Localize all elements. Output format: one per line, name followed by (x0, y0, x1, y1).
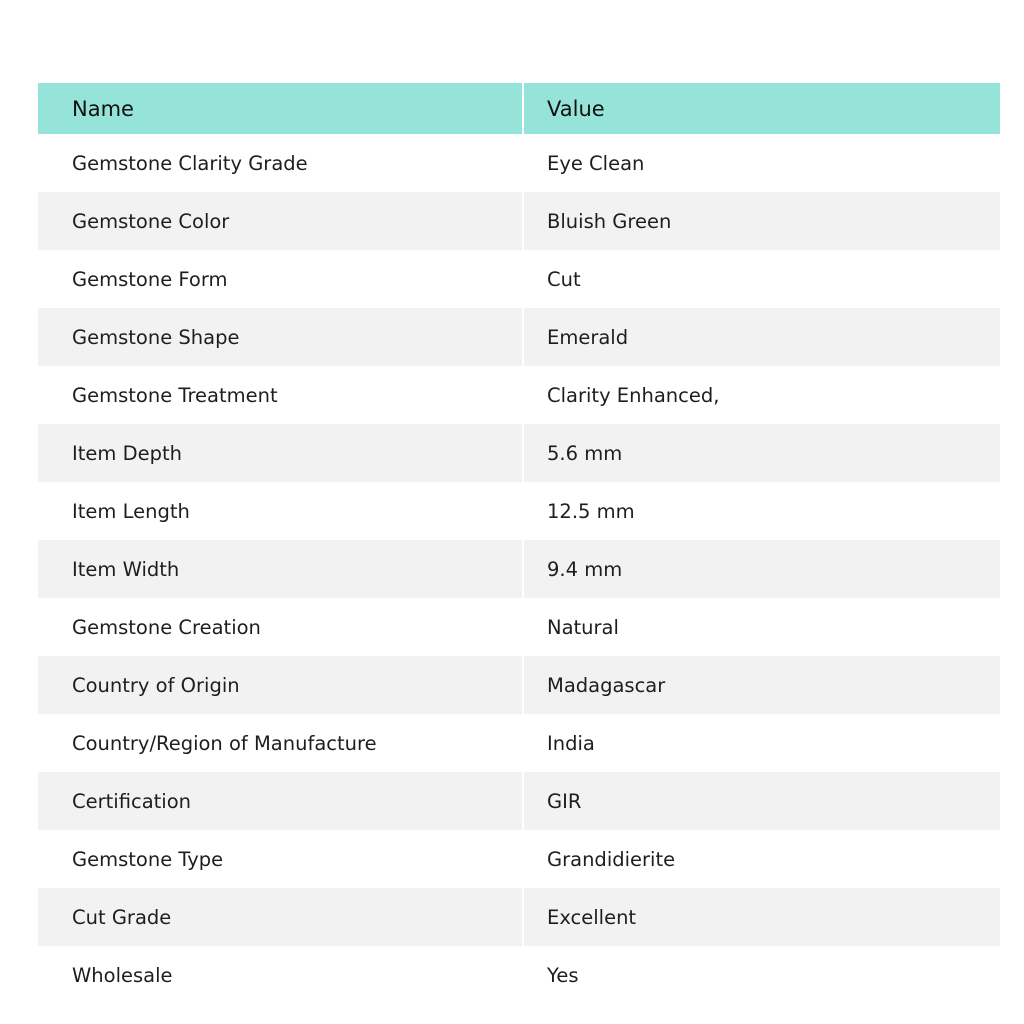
table-row (38, 250, 1000, 308)
row-name-cell: Cut Grade (38, 888, 523, 946)
column-header-value: Value (547, 96, 605, 121)
row-name-cell: Gemstone Creation (38, 598, 523, 656)
row-value-cell: Excellent (547, 905, 637, 929)
row-name-cell: Gemstone Color (38, 192, 523, 250)
row-name-cell: Gemstone Shape (38, 308, 523, 366)
row-value-cell: Cut (547, 267, 581, 291)
table-row (38, 134, 1000, 192)
row-value-cell: Yes (547, 963, 579, 987)
row-value-cell: Clarity Enhanced, (547, 383, 720, 407)
row-name-cell: Gemstone Treatment (38, 366, 523, 424)
row-value-cell: Madagascar (547, 673, 666, 697)
row-name-cell: Gemstone Form (38, 250, 523, 308)
table-row (38, 192, 1000, 250)
table-row (38, 482, 1000, 540)
table-row (38, 308, 1000, 366)
row-value-cell: 9.4 mm (547, 557, 623, 581)
table-row (38, 830, 1000, 888)
row-name-cell: Gemstone Clarity Grade (38, 134, 523, 192)
table-row (38, 598, 1000, 656)
row-value-cell: 12.5 mm (547, 499, 635, 523)
row-name-cell: Item Length (38, 482, 523, 540)
table-row (38, 424, 1000, 482)
table-body (38, 134, 1000, 1004)
specifications-table (38, 83, 1000, 1004)
row-value-cell: GIR (547, 789, 582, 813)
row-name-cell: Country of Origin (38, 656, 523, 714)
row-value-cell: Bluish Green (547, 209, 672, 233)
table-row (38, 656, 1000, 714)
row-name-cell: Item Depth (38, 424, 523, 482)
row-value-cell: Grandidierite (547, 847, 676, 871)
row-name-cell: Country/Region of Manufacture (38, 714, 523, 772)
table-row (38, 540, 1000, 598)
row-value-cell: Natural (547, 615, 619, 639)
table-row (38, 888, 1000, 946)
row-name-cell: Item Width (38, 540, 523, 598)
row-name-cell: Wholesale (38, 946, 523, 1004)
table-header (38, 83, 1000, 134)
row-name-cell: Gemstone Type (38, 830, 523, 888)
row-value-cell: Emerald (547, 325, 629, 349)
table-row (38, 946, 1000, 1004)
table-row (38, 772, 1000, 830)
table-row (38, 714, 1000, 772)
table-header-row (38, 83, 1000, 134)
row-value-cell: India (547, 731, 595, 755)
row-value-cell: 5.6 mm (547, 441, 623, 465)
row-name-cell: Certification (38, 772, 523, 830)
table-row (38, 366, 1000, 424)
column-header-name: Name (38, 83, 523, 134)
row-value-cell: Eye Clean (547, 151, 645, 175)
